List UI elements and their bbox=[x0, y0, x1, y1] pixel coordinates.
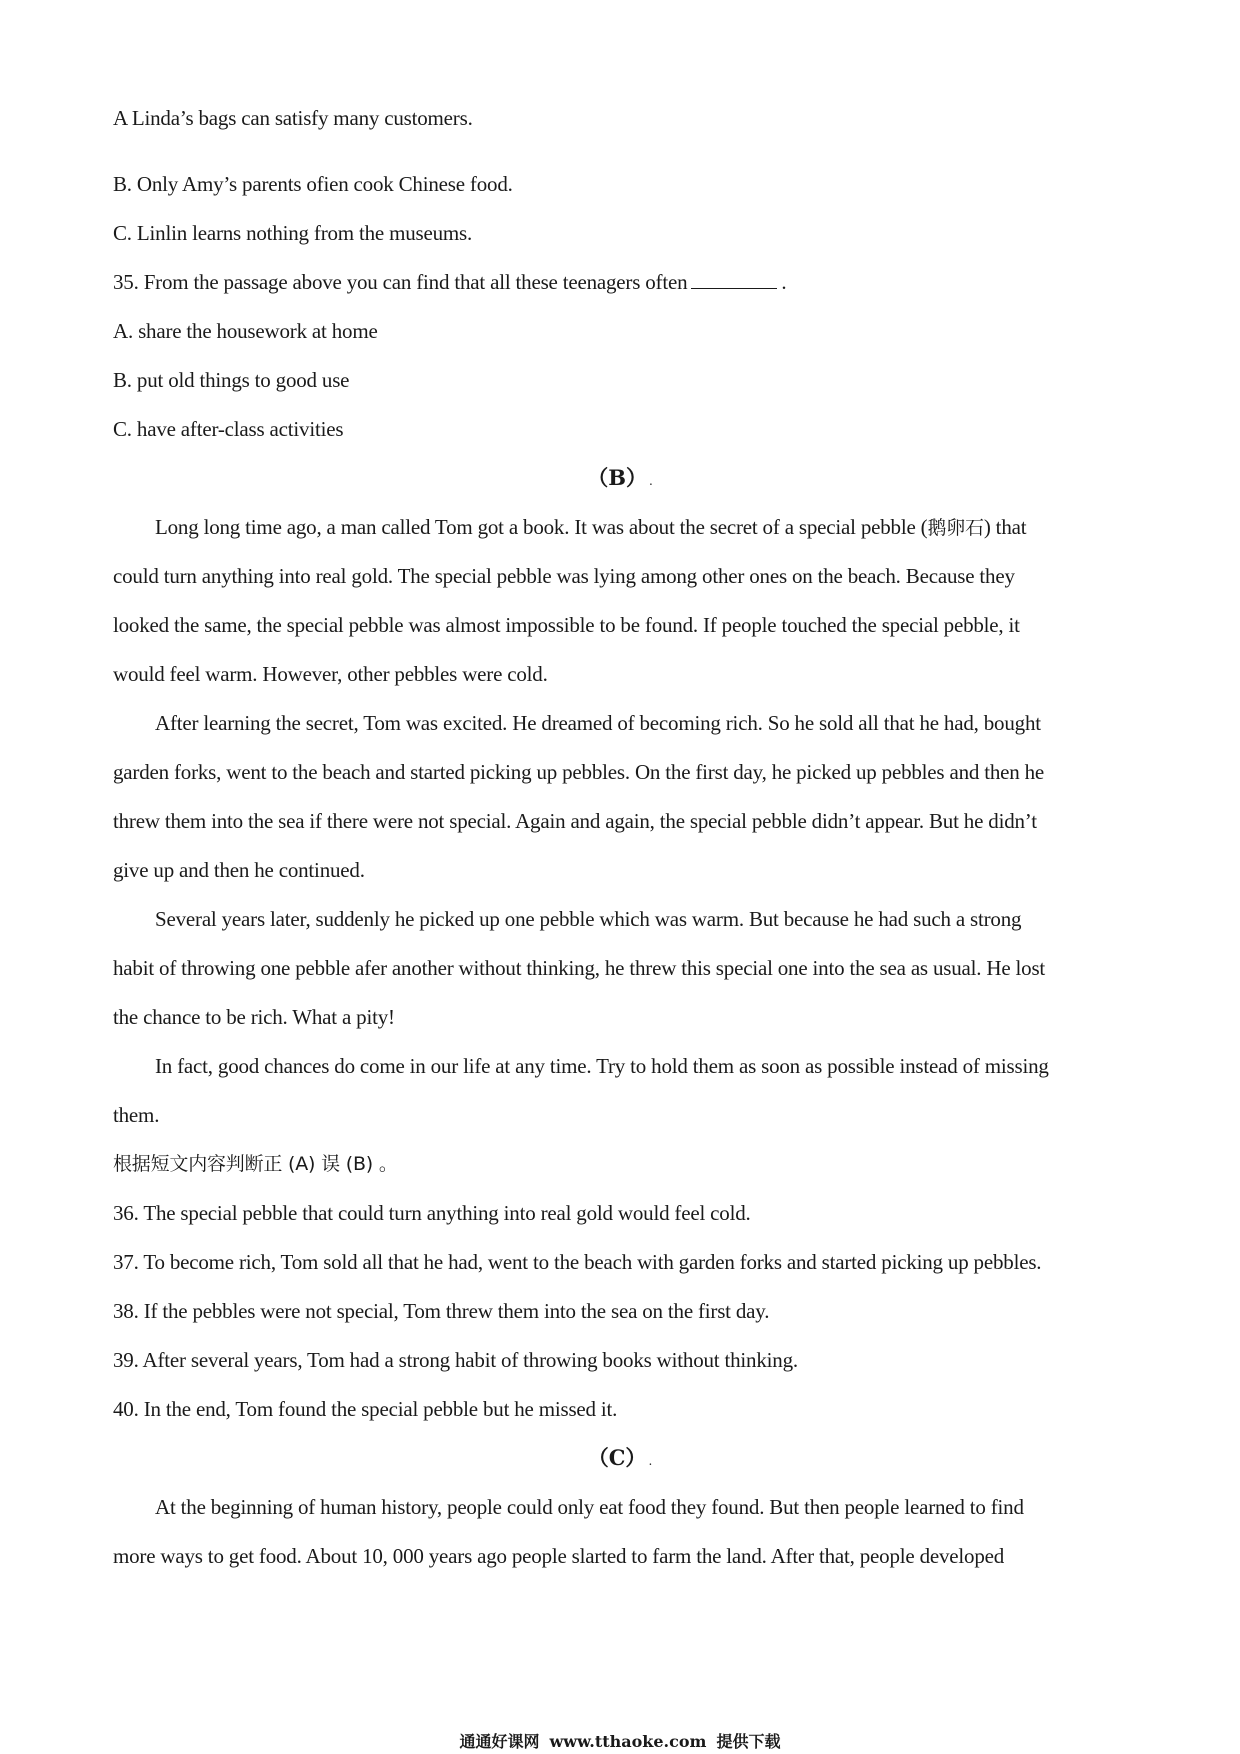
passage-b-p3-line2: habit of throwing one pebble afer another without thinking, he threw this special one into the sea as usual. He lost bbox=[113, 956, 1046, 980]
passage-b-p1-line4: would feel warm. However, other pebbles were cold. bbox=[113, 662, 548, 686]
footer-site-name: 通通好课网 bbox=[459, 1732, 540, 1751]
question-35-text: 35. From the passage above you can find that all these teenagers often bbox=[113, 270, 688, 294]
section-b-title: （B） bbox=[587, 465, 647, 490]
passage-b-p3-line3: the chance to be rich. What a pity! bbox=[113, 1005, 395, 1029]
statement-37: 37. To become rich, Tom sold all that he had, went to the beach with garden forks and started picking up pebbles. bbox=[113, 1250, 1042, 1274]
option-a-q34: A Linda’s bags can satisfy many customers. bbox=[113, 106, 473, 130]
passage-b-p1-line3: looked the same, the special pebble was almost impossible to be found. If people touched the special pebble, it bbox=[113, 613, 1020, 637]
section-c-title: （C） bbox=[587, 1445, 647, 1470]
passage-b-p1-line1: Long long time ago, a man called Tom got a book. It was about the secret of a special pebble (鹅卵石) that bbox=[155, 515, 1027, 539]
chinese-gloss: 鹅卵石 bbox=[927, 517, 984, 539]
passage-b-p2-line3: threw them into the sea if there were not special. Again and again, the special pebble didn’t appear. But he didn’t bbox=[113, 809, 1037, 833]
passage-b-p4-line1: In fact, good chances do come in our life at any time. Try to hold them as soon as possible instead of missing bbox=[155, 1054, 1049, 1078]
option-c-q34: C. Linlin learns nothing from the museums. bbox=[113, 221, 473, 245]
passage-b-p1-line2: could turn anything into real gold. The special pebble was lying among other ones on the beach. Because they bbox=[113, 564, 1015, 588]
footer-download: 提供下载 bbox=[716, 1732, 781, 1751]
statement-40: 40. In the end, Tom found the special pebble but he missed it. bbox=[113, 1397, 618, 1421]
statement-36: 36. The special pebble that could turn anything into real gold would feel cold. bbox=[113, 1201, 751, 1225]
section-c-heading: （C） . bbox=[587, 1445, 653, 1470]
passage-c-p1-line1: At the beginning of human history, people could only eat food they found. But then people learned to find bbox=[155, 1495, 1024, 1519]
statement-38: 38. If the pebbles were not special, Tom threw them into the sea on the first day. bbox=[113, 1299, 770, 1323]
passage-b-p2-line1: After learning the secret, Tom was excited. He dreamed of becoming rich. So he sold all that he had, bought bbox=[155, 711, 1041, 735]
passage-b-p4-line2: them. bbox=[113, 1103, 160, 1127]
option-b-q35: B. put old things to good use bbox=[113, 368, 350, 392]
answer-blank bbox=[691, 270, 777, 289]
option-a-q35: A. share the housework at home bbox=[113, 319, 378, 343]
passage-b-p3-line1: Several years later, suddenly he picked up one pebble which was warm. But because he had such a strong bbox=[155, 907, 1022, 931]
footer-url[interactable]: www.tthaoke.com bbox=[549, 1732, 707, 1751]
true-false-instruction: 根据短文内容判断正 (A) 误 (B) 。 bbox=[113, 1153, 398, 1175]
page-footer bbox=[0, 1732, 1240, 1753]
passage-b-p2-line4: give up and then he continued. bbox=[113, 858, 365, 882]
passage-b-p2-line2: garden forks, went to the beach and started picking up pebbles. On the first day, he picked up pebbles and then he bbox=[113, 760, 1045, 784]
question-35-end: . bbox=[781, 270, 787, 294]
question-35 bbox=[113, 268, 786, 296]
section-b-heading: （B） . bbox=[587, 465, 653, 490]
option-c-q35: C. have after-class activities bbox=[113, 417, 344, 441]
statement-39: 39. After several years, Tom had a strong habit of throwing books without thinking. bbox=[113, 1348, 798, 1372]
option-b-q34: B. Only Amy’s parents ofien cook Chinese food. bbox=[113, 172, 513, 196]
passage-c-p1-line2: more ways to get food. About 10, 000 years ago people slarted to farm the land. After that, people developed bbox=[113, 1544, 1005, 1568]
